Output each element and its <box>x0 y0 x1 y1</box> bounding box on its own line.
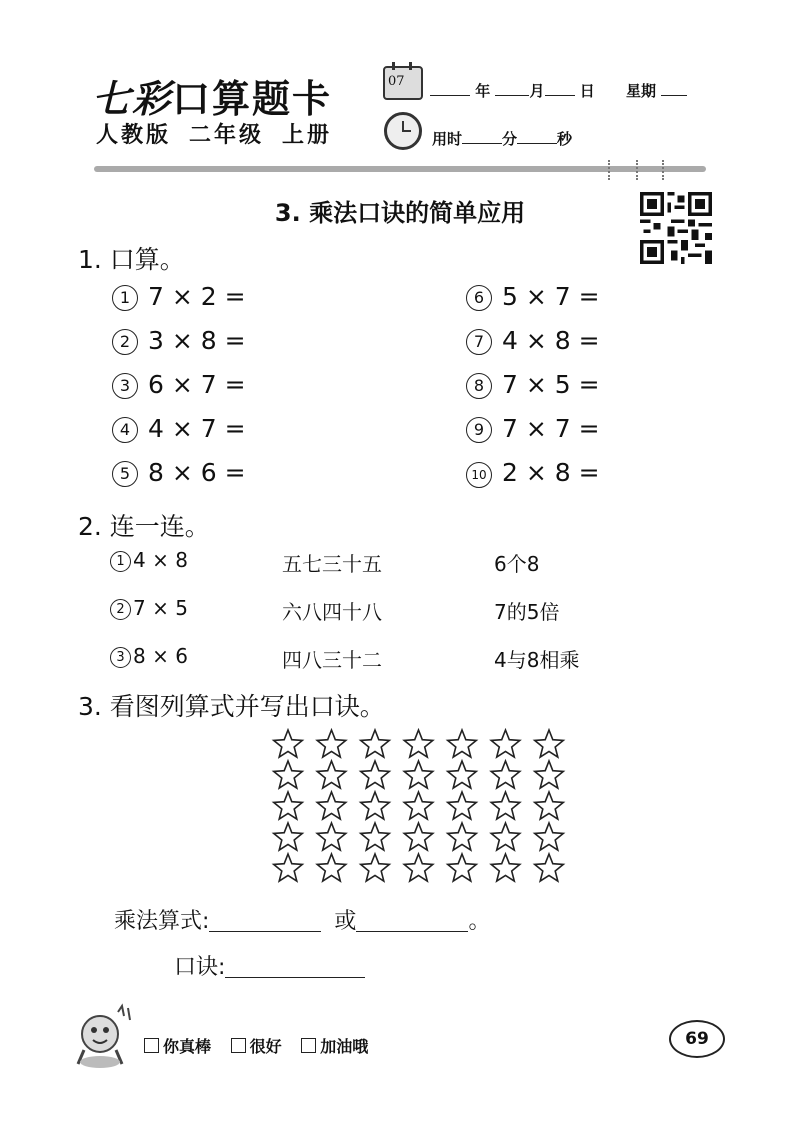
second-blank[interactable] <box>517 129 557 144</box>
edition-line <box>96 118 350 149</box>
rhyme-answer[interactable] <box>225 977 365 978</box>
eval-option[interactable]: 很好 <box>231 1037 282 1056</box>
oral-calc-item <box>112 414 246 443</box>
item-expression: 2 × 8 = <box>502 458 600 487</box>
star-icon <box>535 823 564 850</box>
oral-calc-item <box>466 326 600 355</box>
item-expression: 7 × 5 = <box>502 370 600 399</box>
star-icon <box>317 823 346 850</box>
qr-code-icon[interactable] <box>640 192 712 264</box>
star-icon <box>535 761 564 788</box>
mascot-icon <box>70 1002 140 1072</box>
item-number: 8 <box>466 373 492 399</box>
oral-calc-item <box>112 458 246 487</box>
year-blank[interactable] <box>430 81 470 96</box>
section1-heading: 1. 口算。 <box>78 245 185 274</box>
match-description[interactable]: 6个8 <box>494 552 540 576</box>
match-expression[interactable]: 2 7 × 5 <box>110 596 188 620</box>
star-icon <box>404 823 433 850</box>
star-icon <box>361 823 390 850</box>
oral-calc-item <box>466 458 600 488</box>
row-number: 3 <box>110 647 131 668</box>
star-icon <box>317 730 346 757</box>
match-expression[interactable]: 3 8 × 6 <box>110 644 188 668</box>
star-icon <box>535 854 564 881</box>
month-label: 月 <box>529 82 545 100</box>
or-label: 或 <box>334 909 357 934</box>
match-description[interactable]: 7的5倍 <box>494 600 560 624</box>
star-icon <box>448 792 477 819</box>
oral-calc-item <box>112 326 246 355</box>
eval-option[interactable]: 你真棒 <box>144 1037 211 1056</box>
formula-answer-2[interactable] <box>356 931 468 932</box>
weekday-blank[interactable] <box>661 81 687 96</box>
time-used-label: 用时 <box>432 130 463 148</box>
star-grid <box>270 728 570 888</box>
formula-label: 乘法算式: <box>114 909 210 934</box>
star-icon <box>535 730 564 757</box>
section2-heading: 2. 连一连。 <box>78 512 210 541</box>
star-icon <box>317 792 346 819</box>
divider-bead <box>662 160 668 180</box>
star-icon <box>274 823 303 850</box>
row-number: 2 <box>110 599 131 620</box>
star-icon <box>317 854 346 881</box>
item-number: 1 <box>112 285 138 311</box>
item-number: 2 <box>112 329 138 355</box>
item-expression: 4 × 7 = <box>148 414 246 443</box>
lesson-title: 3. 乘法口诀的简单应用 <box>274 199 526 227</box>
star-icon <box>491 730 520 757</box>
item-expression: 6 × 7 = <box>148 370 246 399</box>
match-rhyme[interactable]: 五七三十五 <box>282 552 382 576</box>
item-number: 9 <box>466 417 492 443</box>
self-evaluation <box>144 1034 382 1057</box>
star-icon <box>317 761 346 788</box>
match-description[interactable]: 4与8相乘 <box>494 648 580 672</box>
item-expression: 3 × 8 = <box>148 326 246 355</box>
item-expression: 5 × 7 = <box>502 282 600 311</box>
star-icon <box>404 854 433 881</box>
day-blank[interactable] <box>545 81 575 96</box>
star-icon <box>274 792 303 819</box>
item-number: 3 <box>112 373 138 399</box>
time-fields <box>432 128 572 149</box>
page-number: 69 <box>669 1020 725 1058</box>
divider-bead <box>636 160 642 180</box>
star-icon <box>491 792 520 819</box>
section3-heading: 3. 看图列算式并写出口诀。 <box>78 692 385 721</box>
oral-calc-item <box>112 282 246 311</box>
day-label: 日 <box>579 82 595 100</box>
star-icon <box>361 730 390 757</box>
minute-label: 分 <box>502 130 518 148</box>
year-label: 年 <box>475 82 491 100</box>
star-icon <box>361 854 390 881</box>
item-number: 7 <box>466 329 492 355</box>
star-icon <box>274 730 303 757</box>
star-icon <box>448 854 477 881</box>
header-divider <box>94 166 706 172</box>
brand-name-part2: 口算题卡 <box>172 76 333 121</box>
match-rhyme[interactable]: 四八三十二 <box>282 648 382 672</box>
star-icon <box>274 761 303 788</box>
star-icon <box>448 730 477 757</box>
item-expression: 4 × 8 = <box>502 326 600 355</box>
star-icon <box>404 792 433 819</box>
edition-label: 人教版 <box>96 123 172 148</box>
item-expression: 8 × 6 = <box>148 458 246 487</box>
match-rhyme[interactable]: 六八四十八 <box>282 600 382 624</box>
checkbox-icon[interactable] <box>301 1038 316 1053</box>
item-number: 5 <box>112 461 138 487</box>
star-icon <box>491 823 520 850</box>
formula-row <box>114 904 490 935</box>
checkbox-icon[interactable] <box>231 1038 246 1053</box>
match-expression[interactable]: 1 4 × 8 <box>110 548 188 572</box>
star-icon <box>404 761 433 788</box>
item-expression: 7 × 7 = <box>502 414 600 443</box>
second-label: 秒 <box>557 130 573 148</box>
eval-option[interactable]: 加油哦 <box>301 1037 368 1056</box>
rhyme-row <box>174 950 365 981</box>
star-icon <box>491 854 520 881</box>
volume-label: 上册 <box>282 123 333 148</box>
star-icon <box>535 792 564 819</box>
oral-calc-item <box>466 414 600 443</box>
month-blank[interactable] <box>495 81 529 96</box>
clock-icon <box>384 112 422 150</box>
end-mark: 。 <box>468 909 491 934</box>
checkbox-icon[interactable] <box>144 1038 159 1053</box>
formula-answer-1[interactable] <box>209 931 321 932</box>
brand-logo <box>92 68 332 123</box>
grade-label: 二年级 <box>189 123 265 148</box>
calendar-day: 07 <box>388 74 405 89</box>
divider-bead <box>608 160 614 180</box>
rhyme-label: 口诀: <box>174 955 226 980</box>
minute-blank[interactable] <box>462 129 502 144</box>
weekday-label: 星期 <box>625 82 656 100</box>
star-icon <box>404 730 433 757</box>
oral-calc-item <box>112 370 246 399</box>
item-number: 4 <box>112 417 138 443</box>
star-icon <box>448 761 477 788</box>
calendar-icon <box>383 66 423 100</box>
item-number: 6 <box>466 285 492 311</box>
star-icon <box>361 761 390 788</box>
row-number: 1 <box>110 551 131 572</box>
item-number: 10 <box>466 462 492 488</box>
oral-calc-item <box>466 282 600 311</box>
item-expression: 7 × 2 = <box>148 282 246 311</box>
brand-name-part1: 七彩 <box>92 76 173 121</box>
oral-calc-item <box>466 370 600 399</box>
star-icon <box>274 854 303 881</box>
date-fields <box>430 80 687 101</box>
star-icon <box>361 792 390 819</box>
star-icon <box>448 823 477 850</box>
star-icon <box>491 761 520 788</box>
